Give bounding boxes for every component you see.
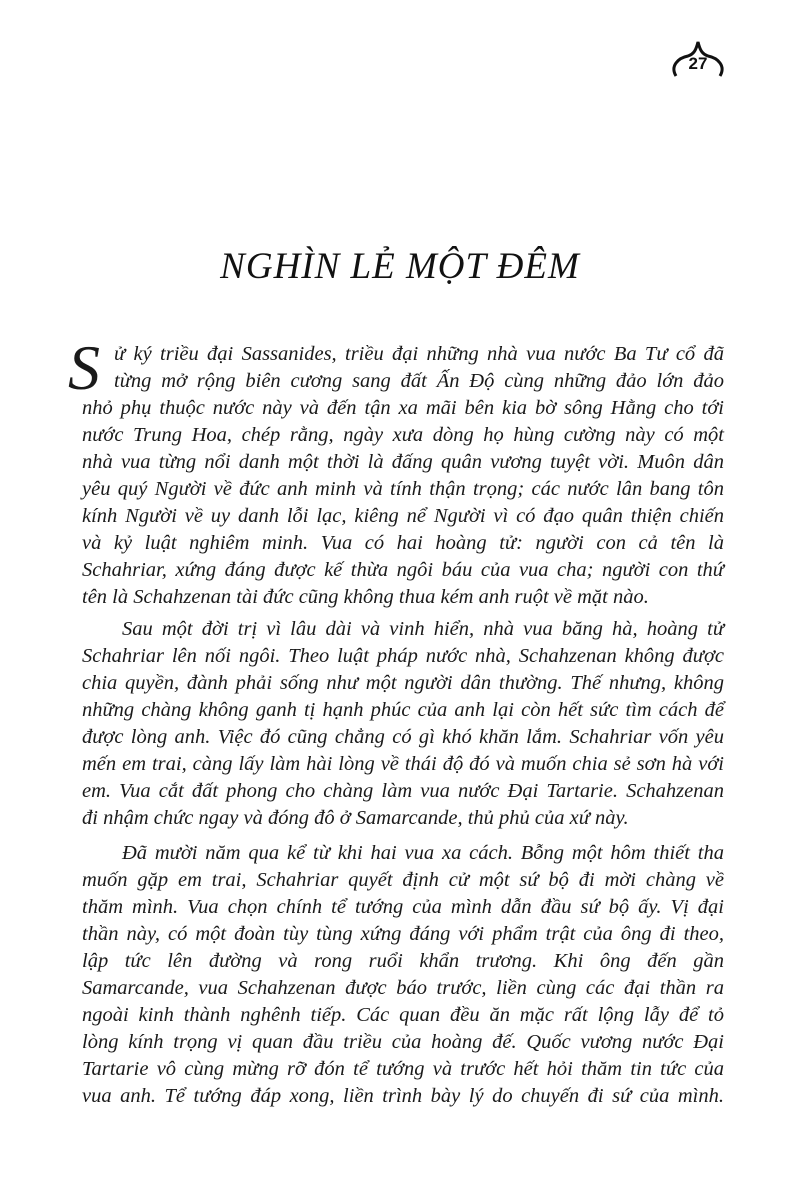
text-line: Schahriar lên nối ngôi. Theo luật pháp nước nhà, Schahzenan không được [82,645,724,667]
text-line: đi nhậm chức ngay và đóng đô ở Samarcande, thủ phủ của xứ này. [82,807,629,829]
text-line: và kỷ luật nghiêm minh. Vua có hai hoàng tử: người con cả tên là [82,532,724,554]
text-line: thăm mình. Vua chọn chính tể tướng của mình dẫn đầu sứ bộ ấy. Vị đại [82,896,724,918]
text-line: nước Trung Hoa, chép rằng, ngày xưa dòng họ hùng cường này có một [82,424,724,446]
paragraph-3 [82,840,724,1110]
page-number: 27 [688,54,708,73]
text-line: được lòng anh. Việc đó cũng chẳng có gì khó khăn lắm. Schahriar vốn yêu [82,726,724,748]
text-line: Tartarie vô cùng mừng rỡ đón tể tướng và trước hết hỏi thăm tin tức của [82,1058,724,1080]
text-line: ngoài kinh thành nghênh tiếp. Các quan đều ăn mặc rất lộng lẫy để tỏ [82,1004,724,1026]
text-line: lập tức lên đường và rong ruổi khẩn trương. Khi ông đến gần [82,950,724,972]
text-line: nhỏ phụ thuộc nước này và đến tận xa mãi bên kia bờ sông Hằng cho tới [82,397,724,419]
text-line: nhà vua từng nổi danh một thời là đấng quân vương tuyệt vời. Muôn dân [82,451,724,473]
text-line: thần này, có một đoàn tùy tùng xứng đáng với phẩm trật của ông đi theo, [82,923,724,945]
text-line: Samarcande, vua Schahzenan được báo trước, liền cùng các đại thần ra [82,977,724,999]
text-line: mến em trai, càng lấy làm hài lòng về thái độ đó và muốn chia sẻ sơn hà với [82,753,724,775]
text-line: chia quyền, đành phải sống như một người dân thường. Thế nhưng, không [82,672,724,694]
text-line: từng mở rộng biên cương sang đất Ấn Độ cùng những đảo lớn đảo [114,370,724,392]
text-line: Schahriar, xứng đáng được kế thừa ngôi báu của vua cha; người con thứ [82,559,724,581]
text-line: yêu quý Người về đức anh minh và tính thận trọng; các nước lân bang tôn [82,478,724,500]
text-line: Đã mười năm qua kể từ khi hai vua xa cách. Bỗng một hôm thiết tha [122,842,724,864]
drop-cap: S [68,332,100,403]
paragraph-2 [82,616,724,832]
page-number-ornament [668,36,728,80]
text-line: tên là Schahzenan tài đức cũng không thua kém anh ruột về mặt nào. [82,586,649,608]
text-line: ử ký triều đại Sassanides, triều đại những nhà vua nước Ba Tư cổ đã [114,343,724,365]
text-line: vua anh. Tể tướng đáp xong, liền trình bày lý do chuyến đi sứ của mình. [82,1085,724,1107]
chapter-title: NGHÌN LẺ MỘT ĐÊM [220,246,580,287]
paragraph-1 [82,341,724,611]
text-line: muốn gặp em trai, Schahriar quyết định cử một sứ bộ đi mời chàng về [82,869,724,891]
text-line: kính Người về uy danh lỗi lạc, kiêng nể Người vì có đạo quân thiện chiến [82,505,724,527]
text-line: những chàng không ganh tị hạnh phúc của anh lại còn hết sức tìm cách để [82,699,724,721]
text-line: lòng kính trọng vị quan đầu triều của hoàng đế. Quốc vương nước Đại [82,1031,724,1053]
text-line: em. Vua cắt đất phong cho chàng làm vua nước Đại Tartarie. Schahzenan [82,780,724,802]
text-line: Sau một đời trị vì lâu dài và vinh hiển, nhà vua băng hà, hoàng tử [122,618,724,640]
